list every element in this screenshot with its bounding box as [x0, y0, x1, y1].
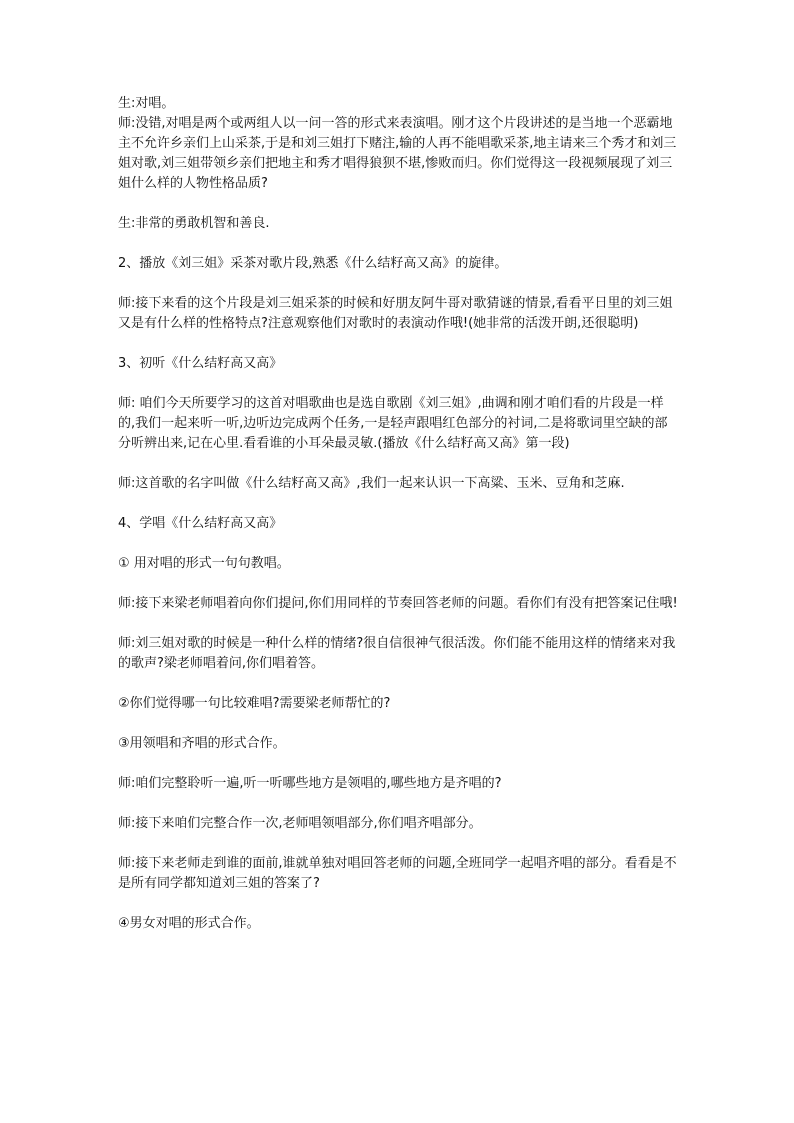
dialogue-teacher-tea-picking: 师:接下来看的这个片段是刘三姐采茶的时候和好朋友阿牛哥对歌猜谜的情景,看看平日里的刘三姐又是有什么样的性格特点?注意观察他们对歌时的表演动作哦!(她非常的活泼开朗,还很聪明)	[118, 296, 673, 331]
dialogue-teacher-ask-question: 师:接下来梁老师唱着向你们提问,你们用同样的节奏回答老师的问题。看你们有没有把答案记住哦!	[118, 596, 678, 611]
substep-2: ②你们觉得哪一句比较难唱?需要梁老师帮忙的?	[118, 696, 391, 711]
dialogue-teacher-listen-full: 师:咱们完整聆听一遍,听一听哪些地方是领唱的,哪些地方是齐唱的?	[118, 776, 502, 791]
substep-4: ④男女对唱的形式合作。	[118, 916, 260, 931]
dialogue-teacher-emotion: 师:刘三姐对歌的时候是一种什么样的情绪?很自信很神气很活泼。你们能不能用这样的情绪来对我的歌声?梁老师唱着问,你们唱着答。	[118, 636, 676, 671]
step-4-heading: 4、学唱《什么结籽高又高》	[118, 516, 283, 531]
dialogue-teacher-explain-duet: 师:没错,对唱是两个或两组人以一问一答的形式来表演唱。刚才这个片段讲述的是当地一个恶霸地主不允许乡亲们上山采茶,于是和刘三姐打下赌注,输的人再不能唱歌采茶,地主请来三个秀才和刘三姐对歌,刘三姐带领乡亲们把地主和秀才唱得狼狈不堪,惨败而归。你们觉得这一段视频展现了刘三姐什么样的人物性格品质?	[118, 116, 677, 191]
substep-1: ① 用对唱的形式一句句教唱。	[118, 556, 290, 571]
dialogue-student-answer-duet: 生:对唱。	[118, 96, 175, 111]
dialogue-teacher-song-name: 师:这首歌的名字叫做《什么结籽高又高》,我们一起来认识一下高粱、玉米、豆角和芝麻.	[118, 476, 625, 491]
dialogue-teacher-first-listen: 师: 咱们今天所要学习的这首对唱歌曲也是选自歌剧《刘三姐》,曲调和刚才咱们看的片段是一样的,我们一起来听一听,边听边完成两个任务,一是轻声跟唱红色部分的衬词,二是将歌词里空缺的部分听辨出来,记在心里.看看谁的小耳朵最灵敏.(播放《什么结籽高又高》第一段)	[118, 396, 668, 451]
step-3-heading: 3、初听《什么结籽高又高》	[118, 356, 283, 371]
dialogue-teacher-cooperate: 师:接下来咱们完整合作一次,老师唱领唱部分,你们唱齐唱部分。	[118, 816, 482, 831]
dialogue-student-answer-brave: 生:非常的勇敢机智和善良.	[118, 216, 270, 231]
document-page	[118, 94, 678, 934]
substep-3: ③用领唱和齐唱的形式合作。	[118, 736, 286, 751]
dialogue-teacher-walk-around: 师:接下来老师走到谁的面前,谁就单独对唱回答老师的问题,全班同学一起唱齐唱的部分。看看是不是所有同学都知道刘三姐的答案了?	[118, 856, 677, 891]
step-2-heading: 2、播放《刘三姐》采茶对歌片段,熟悉《什么结籽高又高》的旋律。	[118, 256, 508, 271]
